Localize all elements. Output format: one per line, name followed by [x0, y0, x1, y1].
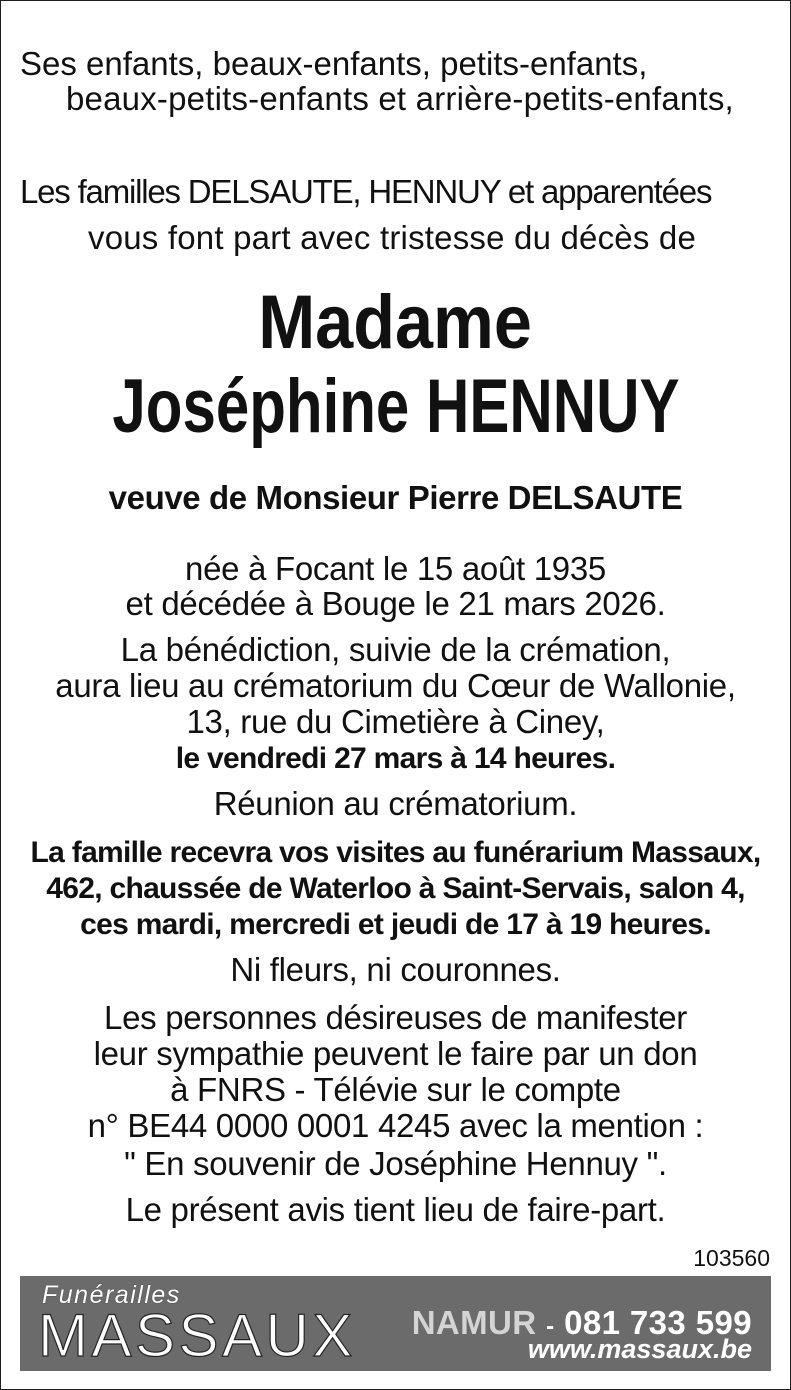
banner-brand-logo: MASSAUX [38, 1302, 356, 1369]
donation-account-line: n° BE44 0000 0001 4245 avec la mention : [87, 1107, 704, 1144]
deceased-relation: veuve de Monsieur Pierre DELSAUTE [108, 479, 683, 516]
deceased-name: Joséphine HENNUY [111, 364, 680, 449]
banner-website: www.massaux.be [527, 1334, 752, 1364]
banner-tagline: Funérailles [42, 1281, 181, 1309]
donation-line-3: à FNRS - Télévie sur le compte [170, 1071, 621, 1108]
banner-separator: - [546, 1313, 555, 1340]
donation-mention-line: " En souvenir de Joséphine Hennuy ". [124, 1145, 667, 1182]
donation-line-2: leur sympathie peuvent le faire par un don [93, 1035, 698, 1072]
deceased-name-row [1, 364, 790, 449]
ceremony-line-2: aura lieu au crématorium du Cœur de Wallonie, [55, 667, 736, 704]
ceremony-datetime: le vendredi 27 mars à 14 heures. [175, 742, 616, 775]
families-line-2: vous font part avec tristesse du décès de [88, 219, 697, 256]
banner-city: NAMUR [411, 1304, 537, 1341]
reference-number: 103560 [693, 1245, 770, 1271]
deceased-title: Madame [258, 280, 533, 365]
closing-line: Le présent avis tient lieu de faire-part. [125, 1191, 666, 1228]
funeral-home-banner [20, 1276, 771, 1371]
families-line-1: Les familles DELSAUTE, HENNUY et apparentées [20, 173, 712, 210]
banner-phone: 081 733 599 [564, 1304, 752, 1341]
announcers-line-1: Ses enfants, beaux-enfants, petits-enfants, [20, 45, 648, 82]
flowers-line: Ni fleurs, ni couronnes. [230, 951, 561, 988]
deceased-title-row [1, 280, 790, 365]
donation-line-1: Les personnes désireuses de manifester [104, 999, 687, 1036]
visits-line-1: La famille recevra vos visites au funérarium Massaux, [30, 836, 761, 869]
visits-line-2: 462, chaussée de Waterloo à Saint-Servais, salon 4, [46, 872, 745, 905]
ceremony-address: 13, rue du Cimetière à Ciney, [186, 703, 605, 740]
ceremony-line-1: La bénédiction, suivie de la crémation, [120, 631, 671, 668]
announcers-line-2: beaux-petits-enfants et arrière-petits-enfants, [66, 80, 734, 117]
birth-line: née à Focant le 15 août 1935 [185, 550, 606, 587]
death-line: et décédée à Bouge le 21 mars 2026. [125, 585, 666, 622]
visits-line-3: ces mardi, mercredi et jeudi de 17 à 19 heures. [80, 908, 711, 941]
gathering-line: Réunion au crématorium. [213, 785, 578, 822]
